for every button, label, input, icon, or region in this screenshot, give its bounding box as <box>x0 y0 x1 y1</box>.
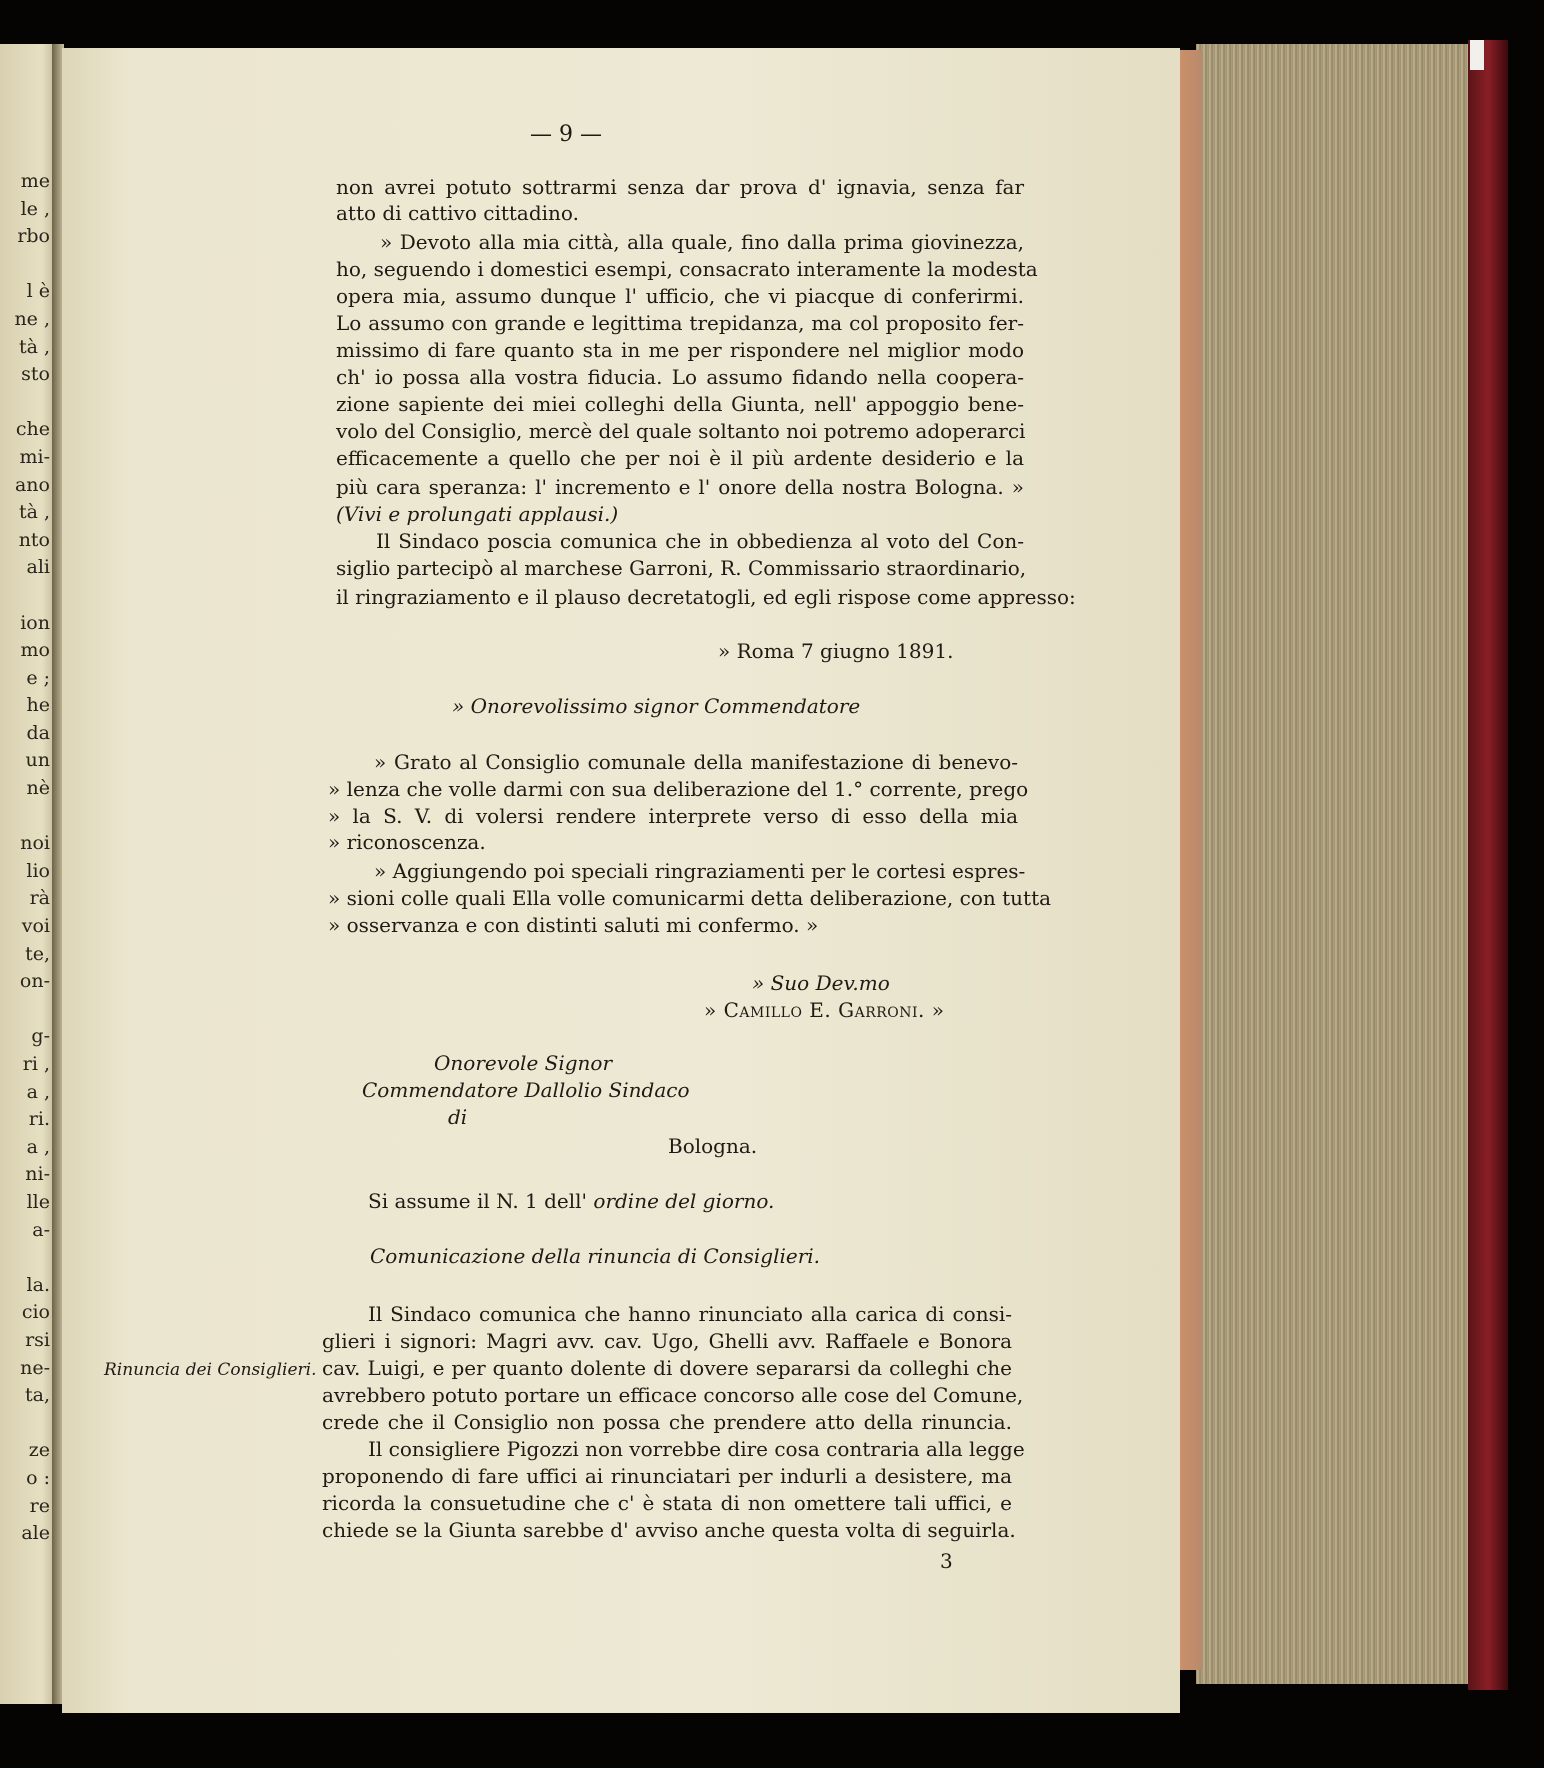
text-line: glieri i signori: Magri avv. cav. Ugo, Ghelli avv. Raffaele e Bonora <box>322 1329 1012 1353</box>
left-page-fragment: cio <box>21 1301 50 1324</box>
text-line: non avrei potuto sottrarmi senza dar prova d' ignavia, senza far <box>336 175 1024 199</box>
left-page-fragment: te, <box>25 942 50 965</box>
left-page-fragment: he <box>26 694 50 717</box>
left-page-fragment: me <box>20 170 50 192</box>
text-line: atto di cattivo cittadino. <box>336 201 579 225</box>
left-page-fragment: e ; <box>26 666 50 689</box>
applause-note: (Vivi e prolungati applausi.) <box>336 502 619 526</box>
text-line: Lo assumo con grande e legittima trepidanza, ma col proposito fer- <box>336 311 1024 335</box>
text-line: Il Sindaco comunica che hanno rinunciato alla carica di consi- <box>368 1302 1012 1326</box>
left-page-fragment <box>0 803 50 831</box>
text-line: opera mia, assumo dunque l' ufficio, che vi piacque di conferirmi. <box>336 284 1024 308</box>
text-line: avrebbero potuto portare un efficace concorso alle cose del Comune, <box>322 1383 1024 1407</box>
book-cover <box>1468 40 1508 1690</box>
left-page-fragment: a- <box>32 1218 50 1241</box>
text-line: siglio partecipò al marchese Garroni, R. Commissario straordinario, <box>336 556 1027 580</box>
left-page-fragment: rà <box>29 887 50 910</box>
text-line: Il consigliere Pigozzi non vorrebbe dire cosa contraria alla legge <box>368 1437 1025 1461</box>
left-page-fragment: l è <box>26 280 50 303</box>
left-page-fragment: g- <box>31 1025 50 1048</box>
letter-line: » lenza che volle darmi con sua deliberazione del 1.° corrente, prego <box>328 777 1029 801</box>
margin-note: Rinuncia dei Consiglieri. <box>104 1360 317 1380</box>
text-line: il ringraziamento e il plauso decretatogli, ed egli rispose come appresso: <box>336 585 1076 609</box>
left-page-fragment: ne , <box>14 307 50 330</box>
left-page-fragment: nè <box>26 777 50 800</box>
left-page-fragment: re <box>29 1494 50 1517</box>
address-city: Bologna. <box>668 1134 758 1158</box>
left-page-fragment: mi- <box>19 445 50 468</box>
text-line: ho, seguendo i domestici esempi, consacrato interamente la modesta <box>336 257 1038 281</box>
left-page-fragment: ni- <box>25 1163 50 1186</box>
left-page-fragment <box>0 1244 50 1272</box>
left-page-fragment: ale <box>21 1522 50 1545</box>
letter-line: » la S. V. di volersi rendere interprete verso di esso della mia <box>328 804 1018 828</box>
left-page-fragment: a , <box>26 1080 50 1103</box>
left-page-fragment <box>0 582 50 610</box>
text-line: efficacemente a quello che per noi è il più ardente desiderio e la <box>336 446 1024 470</box>
letter-line: » Grato al Consiglio comunale della manifestazione di benevo- <box>374 750 1018 774</box>
left-page-fragment <box>0 1410 50 1438</box>
text-line: missimo di fare quanto sta in me per rispondere nel miglior modo <box>336 338 1024 362</box>
left-page-fragment: ion <box>20 611 50 634</box>
letter-line: » osservanza e con distinti saluti mi confermo. » <box>328 913 819 937</box>
text-line: cav. Luigi, e per quanto dolente di dovere separarsi da colleghi che <box>322 1356 1012 1380</box>
address-line: Onorevole Signor <box>434 1051 613 1075</box>
text-line: più cara speranza: l' incremento e l' onore della nostra Bologna. » <box>336 475 1024 499</box>
text-line: volo del Consiglio, mercè del quale soltanto noi potremo adoperarci <box>336 419 1026 443</box>
page-stack <box>1196 44 1502 1684</box>
agenda-line: Si assume il N. 1 dell' ordine del giorno. <box>368 1189 775 1213</box>
letter-line: » sioni colle quali Ella volle comunicarmi detta deliberazione, con tutta <box>328 886 1052 910</box>
left-page-fragment: le , <box>20 197 50 220</box>
left-page-fragment: voi <box>21 915 50 938</box>
left-page-fragment: ali <box>26 556 50 579</box>
left-page-fragment: tà , <box>18 335 50 358</box>
page-number: — 9 — <box>530 122 602 147</box>
text-line: proponendo di fare uffici ai rinunciatari per indurli a desistere, ma <box>322 1464 1012 1488</box>
left-page-fragment: ri. <box>28 1108 50 1131</box>
left-page-fragment: rsi <box>25 1328 50 1351</box>
left-page-fragment: lle <box>26 1190 50 1213</box>
left-page-fragment <box>0 996 50 1024</box>
text-line: ricorda la consuetudine che c' è stata di non omettere tali uffici, e <box>322 1491 1012 1515</box>
left-page-fragment: ta, <box>24 1384 50 1407</box>
bookmark-strip <box>1470 40 1484 70</box>
left-page-fragment: o : <box>26 1466 50 1489</box>
address-line: Commendatore Dallolio Sindaco <box>362 1078 690 1102</box>
left-page-fragment: lio <box>26 859 50 882</box>
letter-closing: » Suo Dev.mo <box>752 971 890 995</box>
text-line: chiede se la Giunta sarebbe d' avviso anche questa volta di seguirla. <box>322 1518 1016 1542</box>
text-line: » Devoto alla mia città, alla quale, fino dalla prima giovinezza, <box>380 230 1024 254</box>
left-page-fragment: on- <box>19 970 50 993</box>
left-page-fragment: che <box>15 418 50 441</box>
letter-line: » Aggiungendo poi speciali ringraziamenti per le cortesi espres- <box>374 859 1026 883</box>
left-page-fragment <box>0 251 50 279</box>
text-line: zione sapiente dei miei colleghi della Giunta, nell' appoggio bene- <box>336 392 1024 416</box>
left-page-fragment: da <box>26 721 50 744</box>
signature-mark: 3 <box>940 1549 953 1573</box>
left-page-fragment: sto <box>21 363 50 386</box>
text-line: Il Sindaco poscia comunica che in obbedienza al voto del Con- <box>376 529 1024 553</box>
left-page-fragment <box>0 389 50 417</box>
text-line: ch' io possa alla vostra fiducia. Lo assumo fidando nella coopera- <box>336 365 1024 389</box>
left-page-fragment: rbo <box>17 225 50 248</box>
left-page-text <box>0 168 54 1548</box>
section-heading: Comunicazione della rinuncia di Consiglieri. <box>370 1244 821 1268</box>
left-page-fragment: mo <box>20 639 50 662</box>
left-page-fragment: ano <box>14 473 50 496</box>
address-line: di <box>448 1105 468 1129</box>
left-page-fragment: ze <box>28 1439 50 1462</box>
left-page-fragment: a , <box>26 1135 50 1158</box>
left-page-fragment: noi <box>20 832 50 855</box>
letter-line: » riconoscenza. <box>328 830 486 854</box>
text-line: crede che il Consiglio non possa che prendere atto della rinuncia. <box>322 1410 1012 1434</box>
left-page-fragment: nto <box>18 528 50 551</box>
left-page-fragment: tà , <box>18 501 50 524</box>
left-page-fragment: ne- <box>20 1356 50 1379</box>
letter-signature: » Camillo E. Garroni. » <box>704 998 945 1022</box>
letter-salutation: » Onorevolissimo signor Commendatore <box>452 694 861 718</box>
letter-date: » Roma 7 giugno 1891. <box>718 639 954 663</box>
left-page-fragment: un <box>25 749 50 772</box>
left-page-fragment: ri , <box>22 1053 50 1075</box>
left-page-fragment: la. <box>26 1273 50 1296</box>
